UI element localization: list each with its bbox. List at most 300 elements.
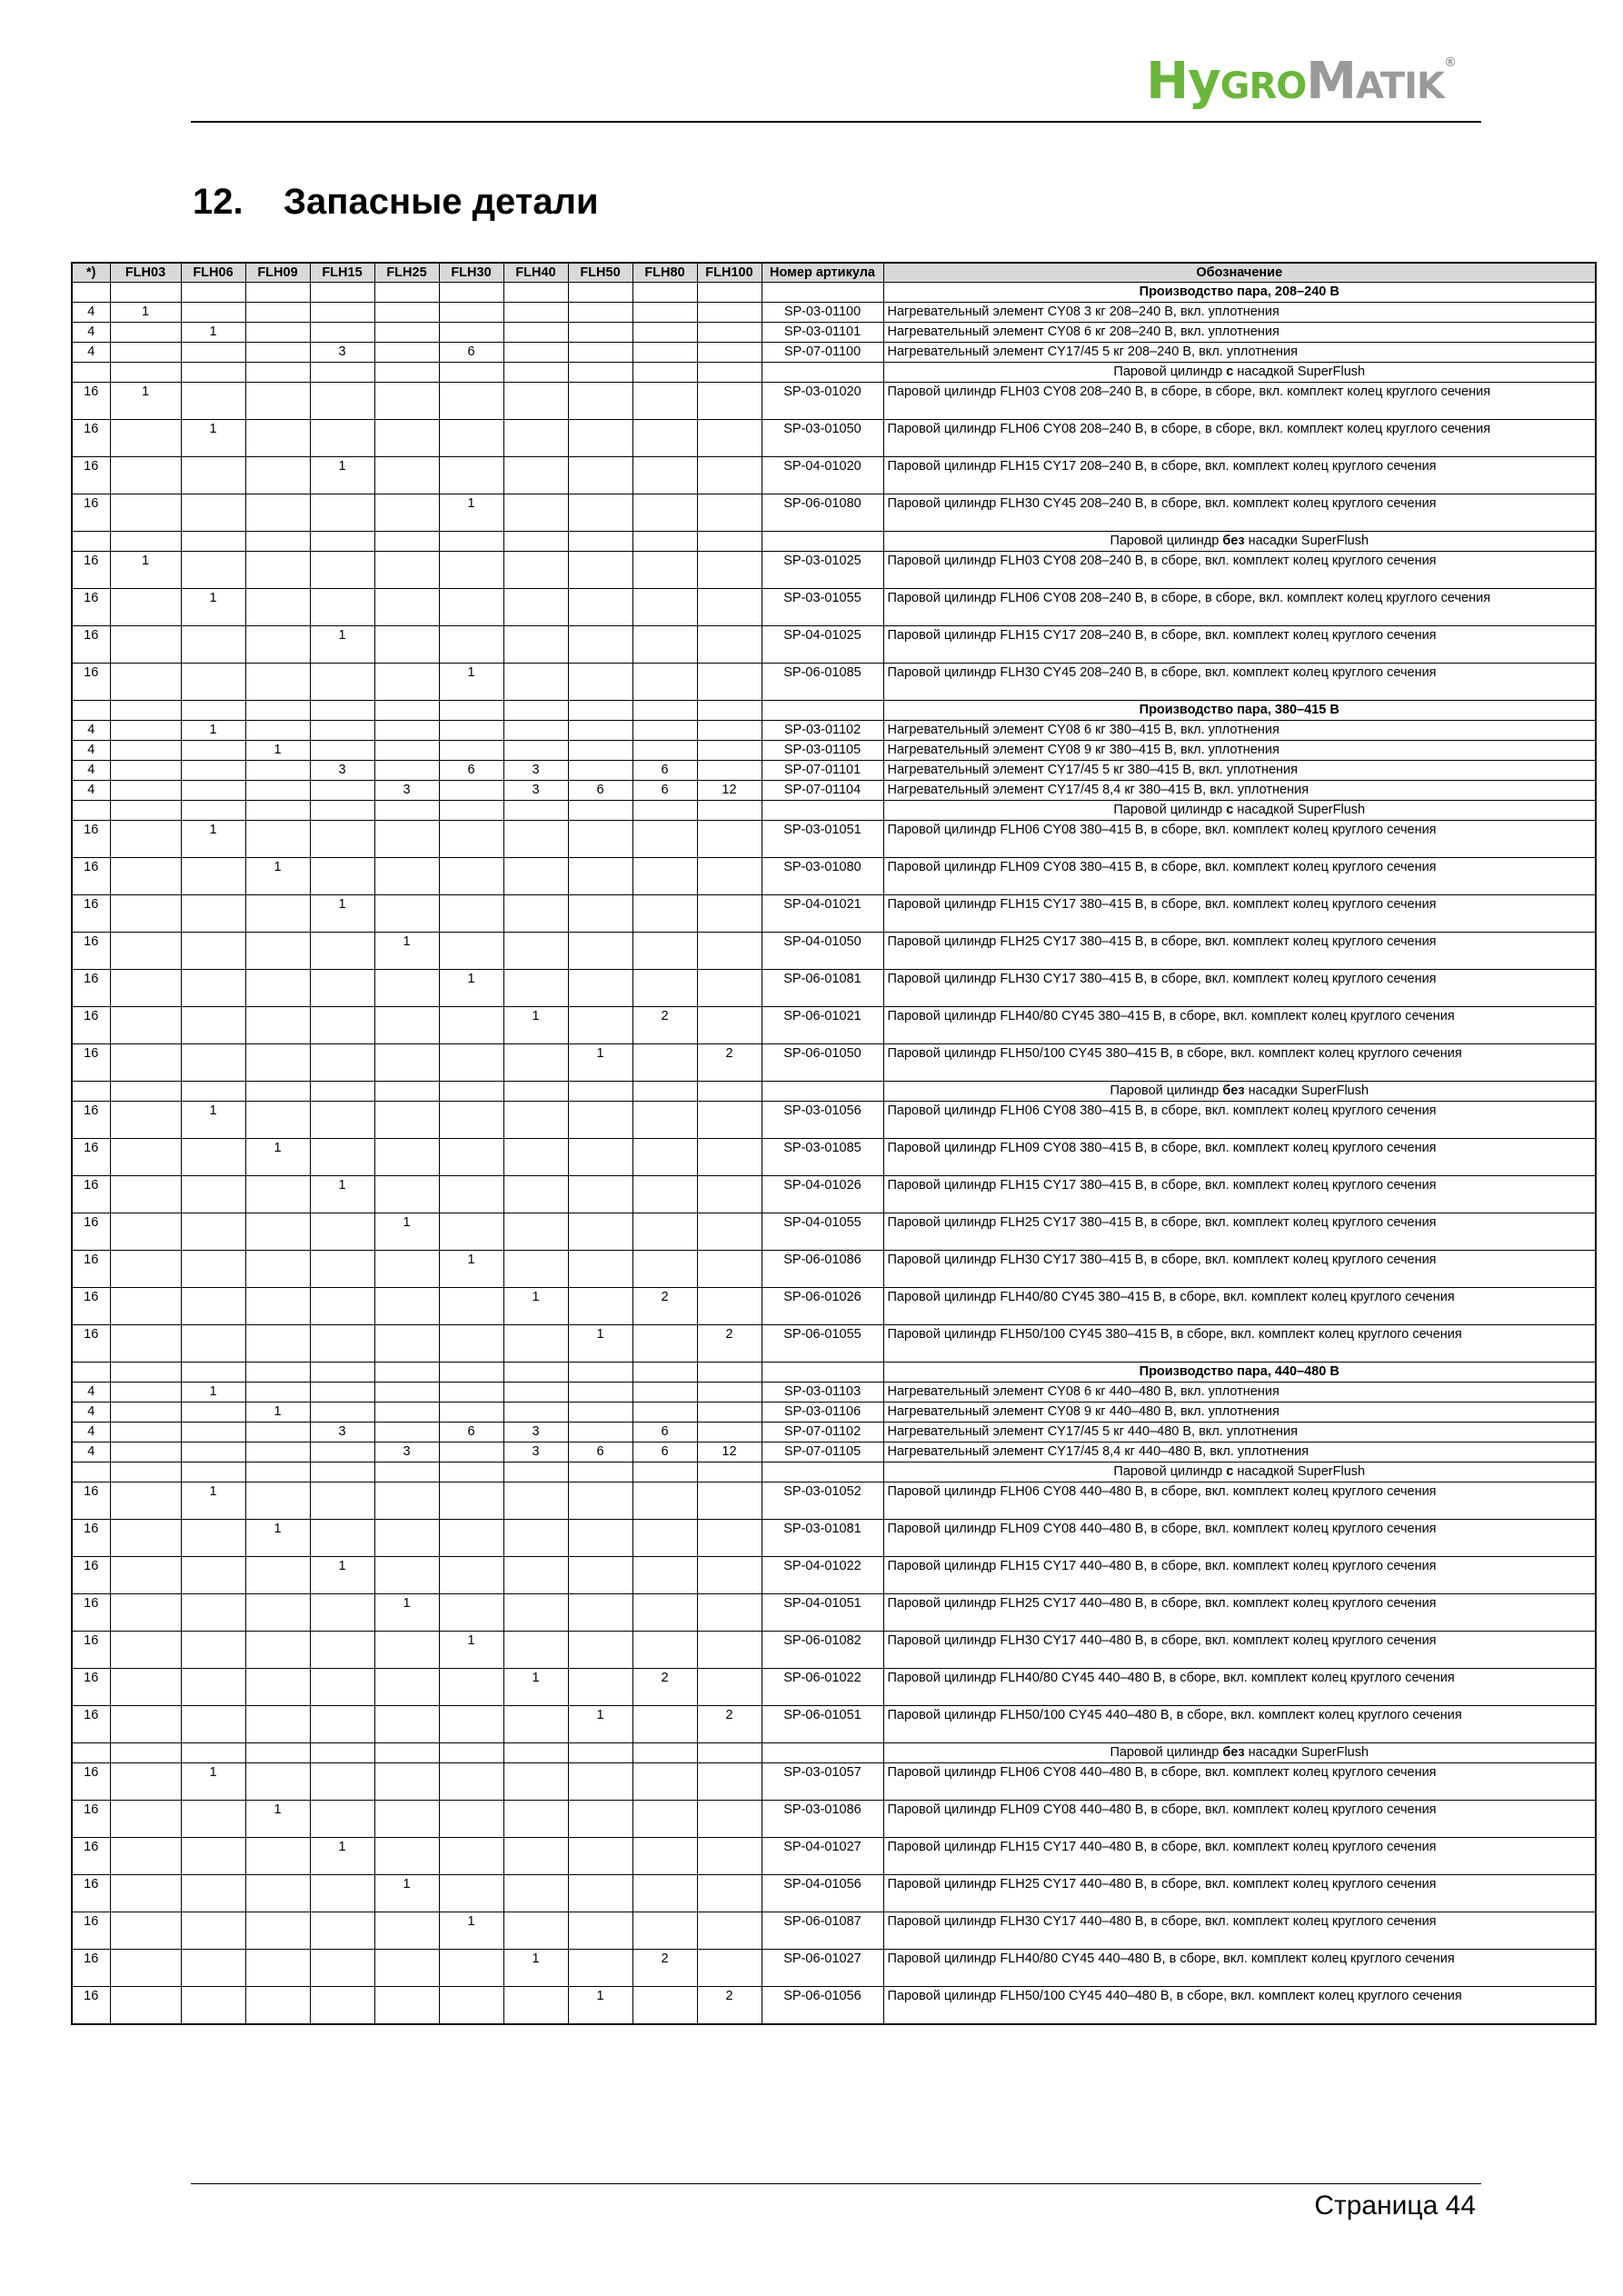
model-cell [245, 895, 310, 933]
description-cell: Паровой цилиндр FLH30 CY45 208–240 В, в сборе, вкл. комплект колец круглого сечения [883, 664, 1596, 701]
model-cell [245, 1363, 310, 1383]
model-cell [181, 1912, 245, 1950]
model-cell [697, 363, 762, 383]
model-cell: 1 [568, 1325, 632, 1363]
column-header: FLH03 [110, 263, 181, 283]
model-cell: 1 [310, 1557, 374, 1594]
model-cell [632, 701, 697, 721]
model-cell [181, 801, 245, 821]
model-cell [110, 420, 181, 457]
model-cell [181, 1403, 245, 1423]
model-cell: 3 [503, 1423, 568, 1442]
model-cell: 1 [310, 1176, 374, 1213]
model-cell [181, 1801, 245, 1838]
description-cell: Нагревательный элемент CY08 6 кг 208–240 В, вкл. уплотнения [883, 323, 1596, 343]
model-cell [374, 626, 439, 664]
qty-cell: 16 [72, 1482, 110, 1520]
model-cell [632, 970, 697, 1007]
description-cell: Паровой цилиндр FLH09 CY08 440–480 В, в сборе, вкл. комплект колец круглого сечения [883, 1801, 1596, 1838]
model-cell [568, 383, 632, 420]
model-cell [697, 626, 762, 664]
model-cell [374, 1363, 439, 1383]
model-cell [439, 895, 503, 933]
qty-cell: 16 [72, 1669, 110, 1706]
model-cell: 3 [310, 343, 374, 363]
model-cell [310, 721, 374, 741]
article-number-cell: SP-06-01021 [762, 1007, 883, 1044]
column-header: FLH09 [245, 263, 310, 283]
qty-cell: 16 [72, 1213, 110, 1251]
model-cell [110, 1176, 181, 1213]
model-cell [374, 1706, 439, 1743]
model-cell [697, 1462, 762, 1482]
model-cell [310, 1743, 374, 1763]
model-cell [245, 1632, 310, 1669]
model-cell [632, 626, 697, 664]
model-cell [245, 1383, 310, 1403]
model-cell [697, 933, 762, 970]
model-cell [110, 821, 181, 858]
model-cell [374, 1632, 439, 1669]
model-cell [632, 1912, 697, 1950]
model-cell [310, 1288, 374, 1325]
model-cell [632, 1102, 697, 1139]
model-cell [310, 1520, 374, 1557]
model-cell [439, 821, 503, 858]
model-cell [439, 781, 503, 801]
model-cell [374, 1007, 439, 1044]
model-cell: 1 [181, 821, 245, 858]
model-cell [374, 283, 439, 303]
table-row [72, 895, 1596, 933]
description-cell: Паровой цилиндр FLH30 CY45 208–240 В, в сборе, вкл. комплект колец круглого сечения [883, 494, 1596, 532]
model-cell: 2 [697, 1325, 762, 1363]
model-cell [503, 1251, 568, 1288]
model-cell: 12 [697, 1442, 762, 1462]
model-cell [697, 1363, 762, 1383]
model-cell [110, 494, 181, 532]
model-cell [439, 1462, 503, 1482]
table-row [72, 721, 1596, 741]
qty-cell: 4 [72, 741, 110, 761]
model-cell [110, 1462, 181, 1482]
model-cell [374, 383, 439, 420]
article-number-cell: SP-03-01081 [762, 1520, 883, 1557]
model-cell [181, 1442, 245, 1462]
model-cell [310, 323, 374, 343]
qty-cell: 16 [72, 1102, 110, 1139]
model-cell [439, 383, 503, 420]
model-cell [110, 801, 181, 821]
description-cell: Паровой цилиндр FLH30 CY17 380–415 В, в сборе, вкл. комплект колец круглого сечения [883, 970, 1596, 1007]
model-cell [632, 1363, 697, 1383]
qty-cell [72, 701, 110, 721]
section-row [72, 1462, 1596, 1482]
model-cell: 2 [697, 1987, 762, 2025]
model-cell: 2 [632, 1669, 697, 1706]
model-cell [181, 1251, 245, 1288]
model-cell [439, 1875, 503, 1912]
description-cell: Нагревательный элемент CY17/45 5 кг 208–240 В, вкл. уплотнения [883, 343, 1596, 363]
model-cell [632, 323, 697, 343]
qty-cell: 16 [72, 821, 110, 858]
model-cell [632, 383, 697, 420]
model-cell [503, 1875, 568, 1912]
model-cell [503, 363, 568, 383]
article-number-cell: SP-04-01021 [762, 895, 883, 933]
model-cell [110, 589, 181, 626]
model-cell [503, 343, 568, 363]
model-cell [503, 1403, 568, 1423]
qty-cell: 16 [72, 1706, 110, 1743]
model-cell [181, 1743, 245, 1763]
model-cell [503, 1044, 568, 1082]
qty-cell [72, 532, 110, 552]
model-cell [503, 323, 568, 343]
model-cell [245, 1102, 310, 1139]
table-row [72, 1912, 1596, 1950]
table-row [72, 970, 1596, 1007]
model-cell [374, 970, 439, 1007]
qty-cell: 4 [72, 1403, 110, 1423]
model-cell [568, 970, 632, 1007]
model-cell [245, 1288, 310, 1325]
model-cell [310, 1763, 374, 1801]
qty-cell: 16 [72, 1801, 110, 1838]
model-cell [632, 1403, 697, 1423]
model-cell: 3 [310, 1423, 374, 1442]
model-cell [245, 457, 310, 494]
model-cell [374, 1801, 439, 1838]
model-cell [181, 1462, 245, 1482]
model-cell [439, 552, 503, 589]
model-cell [110, 1838, 181, 1875]
model-cell [374, 552, 439, 589]
article-number-cell [762, 532, 883, 552]
model-cell [110, 1669, 181, 1706]
model-cell [697, 589, 762, 626]
description-cell: Паровой цилиндр FLH25 CY17 440–480 В, в сборе, вкл. комплект колец круглого сечения [883, 1875, 1596, 1912]
qty-cell: 16 [72, 420, 110, 457]
model-cell [310, 494, 374, 532]
model-cell [697, 821, 762, 858]
model-cell [697, 858, 762, 895]
model-cell [310, 858, 374, 895]
table-row [72, 1251, 1596, 1288]
model-cell [310, 781, 374, 801]
model-cell [110, 1082, 181, 1102]
model-cell [503, 1102, 568, 1139]
model-cell [374, 343, 439, 363]
model-cell [374, 664, 439, 701]
model-cell [439, 1557, 503, 1594]
model-cell [503, 532, 568, 552]
model-cell: 2 [697, 1044, 762, 1082]
model-cell [245, 1763, 310, 1801]
model-cell [568, 1912, 632, 1950]
model-cell [568, 895, 632, 933]
model-cell [439, 1950, 503, 1987]
article-number-cell: SP-04-01027 [762, 1838, 883, 1875]
table-row [72, 552, 1596, 589]
model-cell [110, 1007, 181, 1044]
model-cell: 1 [181, 1763, 245, 1801]
model-cell [110, 1801, 181, 1838]
model-cell [439, 626, 503, 664]
model-cell [439, 1139, 503, 1176]
model-cell [181, 363, 245, 383]
column-header: Номер артикула [762, 263, 883, 283]
qty-cell: 16 [72, 1594, 110, 1632]
table-row [72, 383, 1596, 420]
model-cell [697, 303, 762, 323]
table-row [72, 323, 1596, 343]
model-cell [110, 1325, 181, 1363]
model-cell [568, 1363, 632, 1383]
model-cell [697, 1594, 762, 1632]
model-cell [439, 1213, 503, 1251]
model-cell: 1 [310, 626, 374, 664]
model-cell [245, 343, 310, 363]
model-cell [374, 1423, 439, 1442]
model-cell [632, 552, 697, 589]
description-cell: Паровой цилиндр FLH40/80 CY45 440–480 В, в сборе, вкл. комплект колец круглого сечения [883, 1950, 1596, 1987]
model-cell [503, 1743, 568, 1763]
model-cell [439, 1403, 503, 1423]
description-cell: Нагревательный элемент CY17/45 8,4 кг 440–480 В, вкл. уплотнения [883, 1442, 1596, 1462]
model-cell [374, 1044, 439, 1082]
description-cell: Паровой цилиндр FLH30 CY17 440–480 В, в сборе, вкл. комплект колец круглого сечения [883, 1632, 1596, 1669]
model-cell [110, 721, 181, 741]
model-cell [503, 383, 568, 420]
description-cell: Паровой цилиндр FLH09 CY08 380–415 В, в сборе, вкл. комплект колец круглого сечения [883, 858, 1596, 895]
model-cell [632, 1325, 697, 1363]
model-cell [697, 1288, 762, 1325]
model-cell [439, 1176, 503, 1213]
description-cell: Паровой цилиндр FLH15 CY17 208–240 В, в сборе, вкл. комплект колец круглого сечения [883, 626, 1596, 664]
table-row [72, 1801, 1596, 1838]
model-cell [181, 1838, 245, 1875]
description-cell: Нагревательный элемент CY08 9 кг 440–480 В, вкл. уплотнения [883, 1403, 1596, 1423]
description-cell: Паровой цилиндр без насадки SuperFlush [883, 532, 1596, 552]
description-cell: Паровой цилиндр FLH15 CY17 440–480 В, в сборе, вкл. комплект колец круглого сечения [883, 1838, 1596, 1875]
description-cell: Паровой цилиндр FLH50/100 CY45 440–480 В, в сборе, вкл. комплект колец круглого сечения [883, 1987, 1596, 2025]
model-cell [374, 1082, 439, 1102]
model-cell [181, 1706, 245, 1743]
model-cell [374, 363, 439, 383]
model-cell: 6 [632, 781, 697, 801]
description-cell: Производство пара, 208–240 В [883, 283, 1596, 303]
model-cell [503, 1987, 568, 2025]
qty-cell: 16 [72, 589, 110, 626]
model-cell [568, 1801, 632, 1838]
model-cell: 1 [568, 1044, 632, 1082]
model-cell [245, 589, 310, 626]
model-cell [374, 420, 439, 457]
model-cell [568, 1102, 632, 1139]
model-cell [568, 283, 632, 303]
model-cell [439, 323, 503, 343]
model-cell [310, 1007, 374, 1044]
model-cell [310, 664, 374, 701]
description-cell: Нагревательный элемент CY08 3 кг 208–240 В, вкл. уплотнения [883, 303, 1596, 323]
model-cell [181, 1875, 245, 1912]
model-cell [568, 858, 632, 895]
table-row [72, 1520, 1596, 1557]
column-header: FLH40 [503, 263, 568, 283]
model-cell [697, 1632, 762, 1669]
model-cell [310, 1669, 374, 1706]
article-number-cell [762, 801, 883, 821]
model-cell [310, 283, 374, 303]
article-number-cell: SP-03-01050 [762, 420, 883, 457]
model-cell [439, 1520, 503, 1557]
model-cell [439, 1706, 503, 1743]
table-row [72, 1442, 1596, 1462]
spare-parts-table [71, 262, 1597, 2025]
emphasis-word: с [1226, 1464, 1234, 1479]
model-cell [632, 1557, 697, 1594]
model-cell [181, 1520, 245, 1557]
model-cell: 1 [181, 1482, 245, 1520]
model-cell [245, 494, 310, 532]
table-row [72, 1632, 1596, 1669]
model-cell: 6 [439, 1423, 503, 1442]
qty-cell: 16 [72, 1557, 110, 1594]
model-cell [310, 1442, 374, 1462]
model-cell [245, 1875, 310, 1912]
model-cell [697, 1102, 762, 1139]
model-cell [568, 363, 632, 383]
model-cell [632, 343, 697, 363]
model-cell [181, 1632, 245, 1669]
model-cell [245, 970, 310, 1007]
description-cell: Паровой цилиндр с насадкой SuperFlush [883, 363, 1596, 383]
description-cell: Производство пара, 380–415 В [883, 701, 1596, 721]
model-cell [110, 1102, 181, 1139]
model-cell [310, 552, 374, 589]
model-cell [568, 303, 632, 323]
model-cell [439, 1082, 503, 1102]
column-header: FLH25 [374, 263, 439, 283]
model-cell [374, 1482, 439, 1520]
description-cell: Паровой цилиндр FLH06 CY08 208–240 В, в сборе, в сборе, вкл. комплект колец круглого сечения [883, 420, 1596, 457]
model-cell [568, 1251, 632, 1288]
model-cell [439, 1044, 503, 1082]
model-cell [110, 1044, 181, 1082]
model-cell [181, 626, 245, 664]
model-cell [632, 858, 697, 895]
section-heading: Запасные детали [284, 182, 599, 222]
model-cell [110, 1520, 181, 1557]
column-header: *) [72, 263, 110, 283]
model-cell [110, 343, 181, 363]
model-cell [439, 721, 503, 741]
model-cell [110, 1743, 181, 1763]
article-number-cell: SP-03-01106 [762, 1403, 883, 1423]
model-cell [310, 589, 374, 626]
table-row [72, 1139, 1596, 1176]
model-cell [697, 1082, 762, 1102]
model-cell [310, 1139, 374, 1176]
model-cell [503, 283, 568, 303]
model-cell [181, 494, 245, 532]
description-cell: Паровой цилиндр FLH03 CY08 208–240 В, в сборе, вкл. комплект колец круглого сечения [883, 552, 1596, 589]
model-cell [245, 532, 310, 552]
model-cell [310, 1082, 374, 1102]
description-cell: Паровой цилиндр FLH15 CY17 380–415 В, в сборе, вкл. комплект колец круглого сечения [883, 1176, 1596, 1213]
article-number-cell [762, 1462, 883, 1482]
model-cell [568, 1007, 632, 1044]
model-cell [181, 283, 245, 303]
model-cell [310, 532, 374, 552]
qty-cell [72, 801, 110, 821]
model-cell [697, 1383, 762, 1403]
model-cell [632, 1763, 697, 1801]
model-cell [568, 552, 632, 589]
model-cell [568, 1482, 632, 1520]
model-cell [310, 1950, 374, 1987]
model-cell: 3 [503, 781, 568, 801]
article-number-cell: SP-03-01052 [762, 1482, 883, 1520]
model-cell [439, 303, 503, 323]
description-cell: Паровой цилиндр FLH50/100 CY45 380–415 В, в сборе, вкл. комплект колец круглого сечения [883, 1325, 1596, 1363]
model-cell [181, 781, 245, 801]
model-cell [439, 701, 503, 721]
table-row [72, 626, 1596, 664]
model-cell [245, 1423, 310, 1442]
section-row [72, 1363, 1596, 1383]
article-number-cell: SP-03-01085 [762, 1139, 883, 1176]
model-cell [310, 1912, 374, 1950]
model-cell [110, 283, 181, 303]
model-cell [439, 1482, 503, 1520]
model-cell: 3 [374, 781, 439, 801]
model-cell [503, 1706, 568, 1743]
qty-cell: 16 [72, 552, 110, 589]
model-cell [110, 970, 181, 1007]
table-row [72, 1007, 1596, 1044]
model-cell [310, 383, 374, 420]
model-cell: 1 [439, 664, 503, 701]
model-cell [697, 1139, 762, 1176]
description-cell: Паровой цилиндр FLH06 CY08 380–415 В, в сборе, вкл. комплект колец круглого сечения [883, 1102, 1596, 1139]
model-cell [503, 895, 568, 933]
model-cell [245, 1950, 310, 1987]
model-cell [697, 895, 762, 933]
model-cell [632, 420, 697, 457]
model-cell [568, 1139, 632, 1176]
model-cell [632, 821, 697, 858]
table-row [72, 420, 1596, 457]
model-cell [181, 1325, 245, 1363]
model-cell: 1 [503, 1288, 568, 1325]
model-cell [697, 1763, 762, 1801]
model-cell [568, 1950, 632, 1987]
qty-cell: 16 [72, 1838, 110, 1875]
model-cell [568, 1669, 632, 1706]
article-number-cell: SP-06-01056 [762, 1987, 883, 2025]
model-cell [439, 1838, 503, 1875]
model-cell: 2 [632, 1950, 697, 1987]
model-cell: 1 [439, 1912, 503, 1950]
table-row [72, 343, 1596, 363]
model-cell [503, 552, 568, 589]
model-cell [632, 664, 697, 701]
model-cell [503, 1763, 568, 1801]
model-cell [568, 1838, 632, 1875]
model-cell [181, 1213, 245, 1251]
